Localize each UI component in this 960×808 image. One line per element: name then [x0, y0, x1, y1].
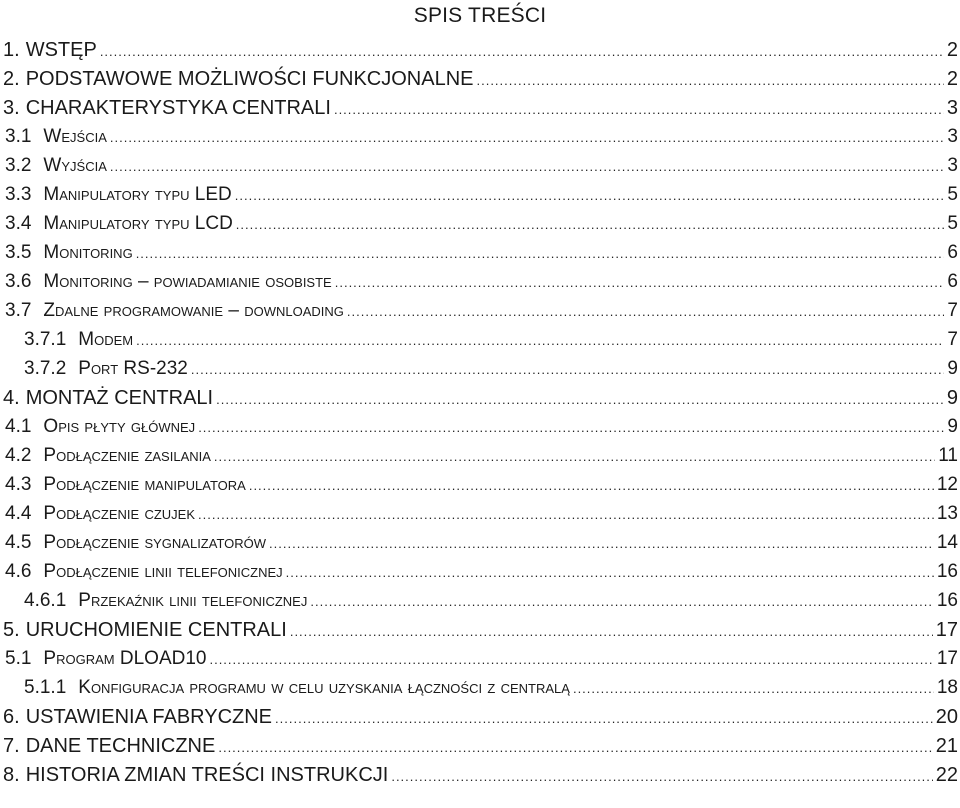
toc-entry[interactable] — [0, 561, 960, 590]
toc-entry[interactable] — [0, 271, 960, 300]
dot-leader — [214, 449, 935, 464]
toc-entry-title: PODSTAWOWE MOŻLIWOŚCI FUNKCJONALNE — [25, 68, 474, 90]
toc-entry[interactable] — [0, 97, 960, 126]
dot-leader — [335, 275, 945, 290]
dot-leader — [191, 362, 945, 377]
dot-leader — [216, 392, 944, 407]
toc-entry-title: Manipulatory typu LCD — [43, 213, 233, 234]
dot-leader — [347, 304, 945, 319]
toc-entry-title: Program DLOAD10 — [43, 648, 207, 669]
toc-entry[interactable] — [0, 503, 960, 532]
toc-entry-page: 18 — [936, 677, 958, 698]
dot-leader — [573, 681, 934, 696]
toc-entry-title: Podłączenie czujek — [43, 503, 196, 524]
dot-leader — [136, 246, 945, 261]
toc-entry-number: 4. — [3, 387, 20, 409]
toc-entry[interactable] — [0, 126, 960, 155]
toc-entry-title: HISTORIA ZMIAN TREŚCI INSTRUKCJI — [25, 764, 389, 786]
toc-entry-number: 4.2 — [5, 445, 32, 466]
toc-entry-page: 7 — [947, 300, 958, 321]
toc-entry[interactable] — [0, 329, 960, 358]
dot-leader — [249, 478, 934, 493]
toc-entry-number: 3.6 — [5, 271, 32, 292]
toc-entry-page: 7 — [947, 329, 958, 350]
toc-entry-title: Podłączenie zasilania — [43, 445, 211, 466]
toc-entry-title: CHARAKTERYSTYKA CENTRALI — [25, 97, 331, 119]
toc-entry-number: 5.1 — [5, 648, 32, 669]
toc-entry-title: Opis płyty głównej — [43, 416, 196, 437]
toc-entry-page: 2 — [946, 39, 958, 61]
toc-entry[interactable] — [0, 677, 960, 706]
toc-entry-page: 3 — [947, 126, 958, 147]
toc-entry-page: 21 — [935, 735, 958, 757]
toc-entry-number: 4.6 — [5, 561, 32, 582]
toc-entry-number: 8. — [3, 764, 20, 786]
toc-entry-page: 6 — [947, 271, 958, 292]
toc-entry-title: Konfiguracja programu w celu uzyskania łączności z centralą — [78, 677, 570, 698]
toc-entry-title: Zdalne programowanie – downloading — [43, 300, 344, 321]
toc-entry-number: 1. — [3, 39, 20, 61]
dot-leader — [269, 536, 934, 551]
toc-entry-page: 12 — [936, 474, 958, 495]
toc-entry-number: 3.2 — [5, 155, 32, 176]
toc-entry-page: 6 — [947, 242, 958, 263]
toc-entry-title: Port RS-232 — [78, 358, 188, 379]
toc-entry[interactable] — [0, 68, 960, 97]
dot-leader — [310, 594, 934, 609]
toc-entry-title: MONTAŻ CENTRALI — [25, 387, 214, 409]
toc-entry-title: Podłączenie manipulatora — [43, 474, 246, 495]
toc-entry-number: 3.3 — [5, 184, 32, 205]
toc-entry-page: 17 — [936, 648, 958, 669]
toc-entry[interactable] — [0, 619, 960, 648]
toc-entry-number: 6. — [3, 706, 20, 728]
toc-entry-number: 3.7 — [5, 300, 32, 321]
toc-entry-page: 22 — [935, 764, 958, 786]
dot-leader — [236, 217, 945, 232]
toc-entry[interactable] — [0, 764, 960, 793]
toc-entry-page: 9 — [947, 416, 958, 437]
toc-entry[interactable] — [0, 184, 960, 213]
toc-entry-title: Podłączenie linii telefonicznej — [43, 561, 283, 582]
dot-leader — [275, 711, 933, 726]
toc-entry-page: 9 — [946, 387, 958, 409]
toc-entry[interactable] — [0, 445, 960, 474]
toc-entry-number: 3.4 — [5, 213, 32, 234]
dot-leader — [290, 624, 933, 639]
toc-entry[interactable] — [0, 242, 960, 271]
toc-entry-number: 2. — [3, 68, 20, 90]
toc-entry-number: 4.1 — [5, 416, 32, 437]
toc-entry-page: 16 — [936, 590, 958, 611]
toc-entry-page: 5 — [947, 184, 958, 205]
toc-entry[interactable] — [0, 358, 960, 387]
toc-entry[interactable] — [0, 474, 960, 503]
dot-leader — [218, 740, 932, 755]
toc-entry-title: USTAWIENIA FABRYCZNE — [25, 706, 273, 728]
dot-leader — [110, 159, 945, 174]
toc-entry-title: Przekaźnik linii telefonicznej — [78, 590, 308, 611]
toc-entry[interactable] — [0, 706, 960, 735]
dot-leader — [391, 769, 932, 784]
toc-entry-page: 2 — [946, 68, 958, 90]
toc-entry-page: 3 — [946, 97, 958, 119]
toc-entry-page: 11 — [938, 445, 958, 466]
dot-leader — [136, 333, 944, 348]
toc-entry-number: 3.1 — [5, 126, 32, 147]
toc-entry-number: 3.7.1 — [24, 329, 67, 350]
toc-entry[interactable] — [0, 648, 960, 677]
toc-entry-title: Manipulatory typu LED — [43, 184, 232, 205]
toc-entry-page: 20 — [935, 706, 958, 728]
toc-entry-number: 3.7.2 — [24, 358, 67, 379]
toc-entry[interactable] — [0, 532, 960, 561]
toc-entry[interactable] — [0, 387, 960, 416]
toc-entry-title: Wejścia — [43, 126, 107, 147]
toc-entry-title: Modem — [78, 329, 134, 350]
toc-entry-number: 7. — [3, 735, 20, 757]
toc-entry-number: 5.1.1 — [24, 677, 67, 698]
dot-leader — [209, 652, 933, 667]
toc-entry-page: 5 — [947, 213, 958, 234]
dot-leader — [334, 102, 944, 117]
toc-entry[interactable] — [0, 416, 960, 445]
toc-entry-number: 4.6.1 — [24, 590, 67, 611]
toc-entry[interactable] — [0, 300, 960, 329]
toc-entry-page: 17 — [935, 619, 958, 641]
toc-entry-title: Podłączenie sygnalizatorów — [43, 532, 267, 553]
toc-entry-title: Monitoring – powiadamianie osobiste — [43, 271, 332, 292]
toc-entry[interactable] — [0, 213, 960, 242]
toc-entry-title: URUCHOMIENIE CENTRALI — [25, 619, 287, 641]
toc-entry-number: 3.5 — [5, 242, 32, 263]
toc-entry[interactable] — [0, 735, 960, 764]
toc-entry-number: 5. — [3, 619, 20, 641]
toc-entry-number: 4.5 — [5, 532, 32, 553]
toc-entry[interactable] — [0, 39, 960, 68]
toc-entry-title: Wyjścia — [43, 155, 107, 176]
toc-entry-number: 4.4 — [5, 503, 32, 524]
toc-entry-page: 14 — [936, 532, 958, 553]
toc-entry-title: WSTĘP — [25, 39, 97, 61]
dot-leader — [110, 130, 945, 145]
page-title: SPIS TREŚCI — [413, 4, 547, 27]
toc-entry[interactable] — [0, 590, 960, 619]
dot-leader — [286, 565, 934, 580]
dot-leader — [198, 507, 934, 522]
dot-leader — [198, 420, 944, 435]
toc-entry-page: 9 — [947, 358, 958, 379]
toc-entry-title: Monitoring — [43, 242, 133, 263]
toc-entry-page: 16 — [936, 561, 958, 582]
toc-entry-title: DANE TECHNICZNE — [25, 735, 216, 757]
toc-entry-page: 13 — [936, 503, 958, 524]
toc-entry[interactable] — [0, 155, 960, 184]
table-of-contents — [0, 39, 960, 793]
toc-entry-number: 3. — [3, 97, 20, 119]
dot-leader — [476, 73, 943, 88]
dot-leader — [100, 44, 944, 59]
toc-entry-number: 4.3 — [5, 474, 32, 495]
dot-leader — [235, 188, 945, 203]
toc-entry-page: 3 — [947, 155, 958, 176]
